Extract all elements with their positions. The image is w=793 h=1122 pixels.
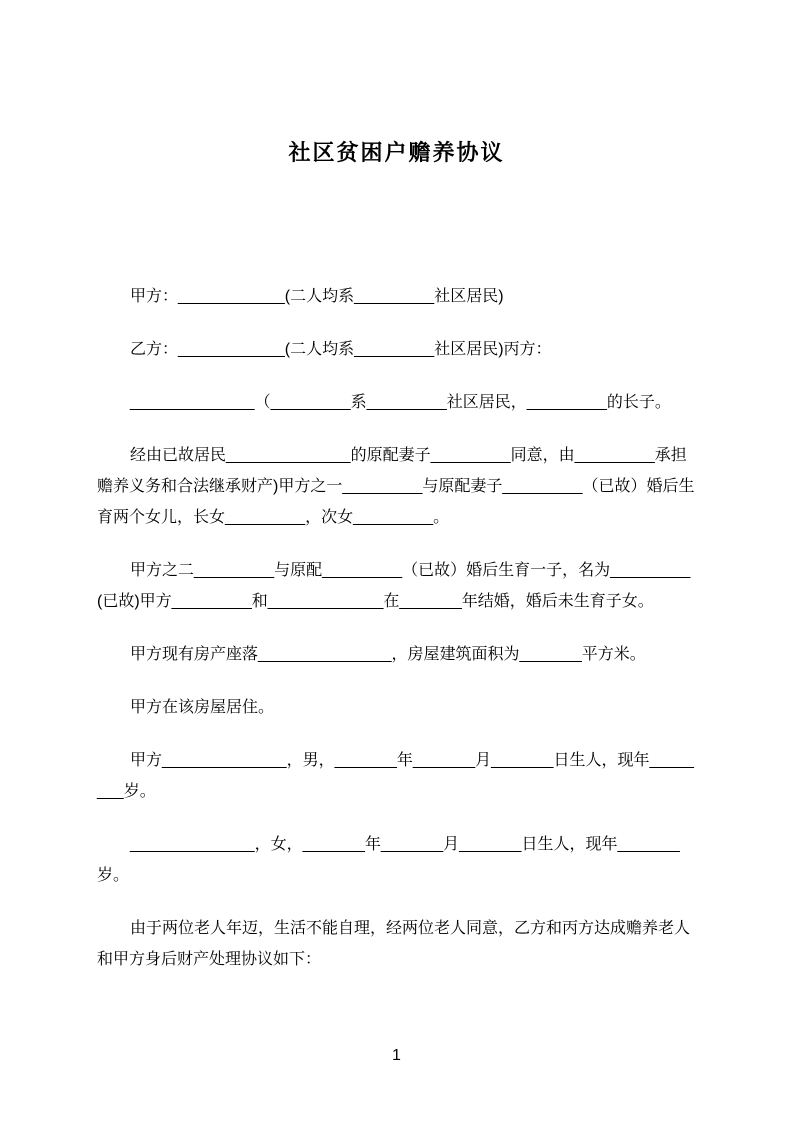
paragraph [97,692,697,723]
document-line: 甲方之二_________与原配_________（已故）婚后生育一子，名为_________ [130,562,691,579]
document-line: 乙方：____________(二人均系_________社区居民)丙方： [130,341,552,358]
document-line: ___岁。 [97,783,156,800]
document-line: 甲方______________，男，_______年_______月_______日生人，现年_____ [130,752,694,769]
document-line: 赡养义务和合法继承财产)甲方之一_________与原配妻子_________（已故）婚后生 [97,478,695,495]
paragraph [97,555,697,617]
paragraph [97,745,697,807]
paragraph [97,440,697,533]
paragraph [97,913,697,975]
paragraph [97,281,697,312]
document-line: 岁。 [97,867,130,884]
document-body [0,281,793,975]
document-line: 育两个女儿，长女_________，次女_________。 [97,509,450,526]
document-line: ______________（_________系_________社区居民，_________的长子。 [130,394,671,411]
page-number: 1 [392,1047,401,1064]
document-line: ______________，女，_______年_______月_______日生人，现年_______ [130,836,680,853]
paragraph [97,334,697,365]
paragraph [97,639,697,670]
document-line: 甲方在该房屋居住。 [130,699,275,716]
document-line: 甲方现有房产座落_______________，房屋建筑面积为_______平方米。 [130,646,646,663]
document-line: 由于两位老人年迈，生活不能自理，经两位老人同意，乙方和丙方达成赡养老人 [130,920,691,937]
document-title: 社区贫困户赡养协议 [288,140,505,165]
document-line: (已故)甲方_________和_____________在_______年结婚，婚后未生育子女。 [97,593,654,610]
paragraph [97,387,697,418]
paragraph [97,829,697,891]
document-line: 甲方：____________(二人均系_________社区居民) [130,288,504,305]
document-line: 经由已故居民______________的原配妻子_________同意，由_________承担 [130,447,687,464]
document-line: 和甲方身后财产处理协议如下： [97,951,322,968]
